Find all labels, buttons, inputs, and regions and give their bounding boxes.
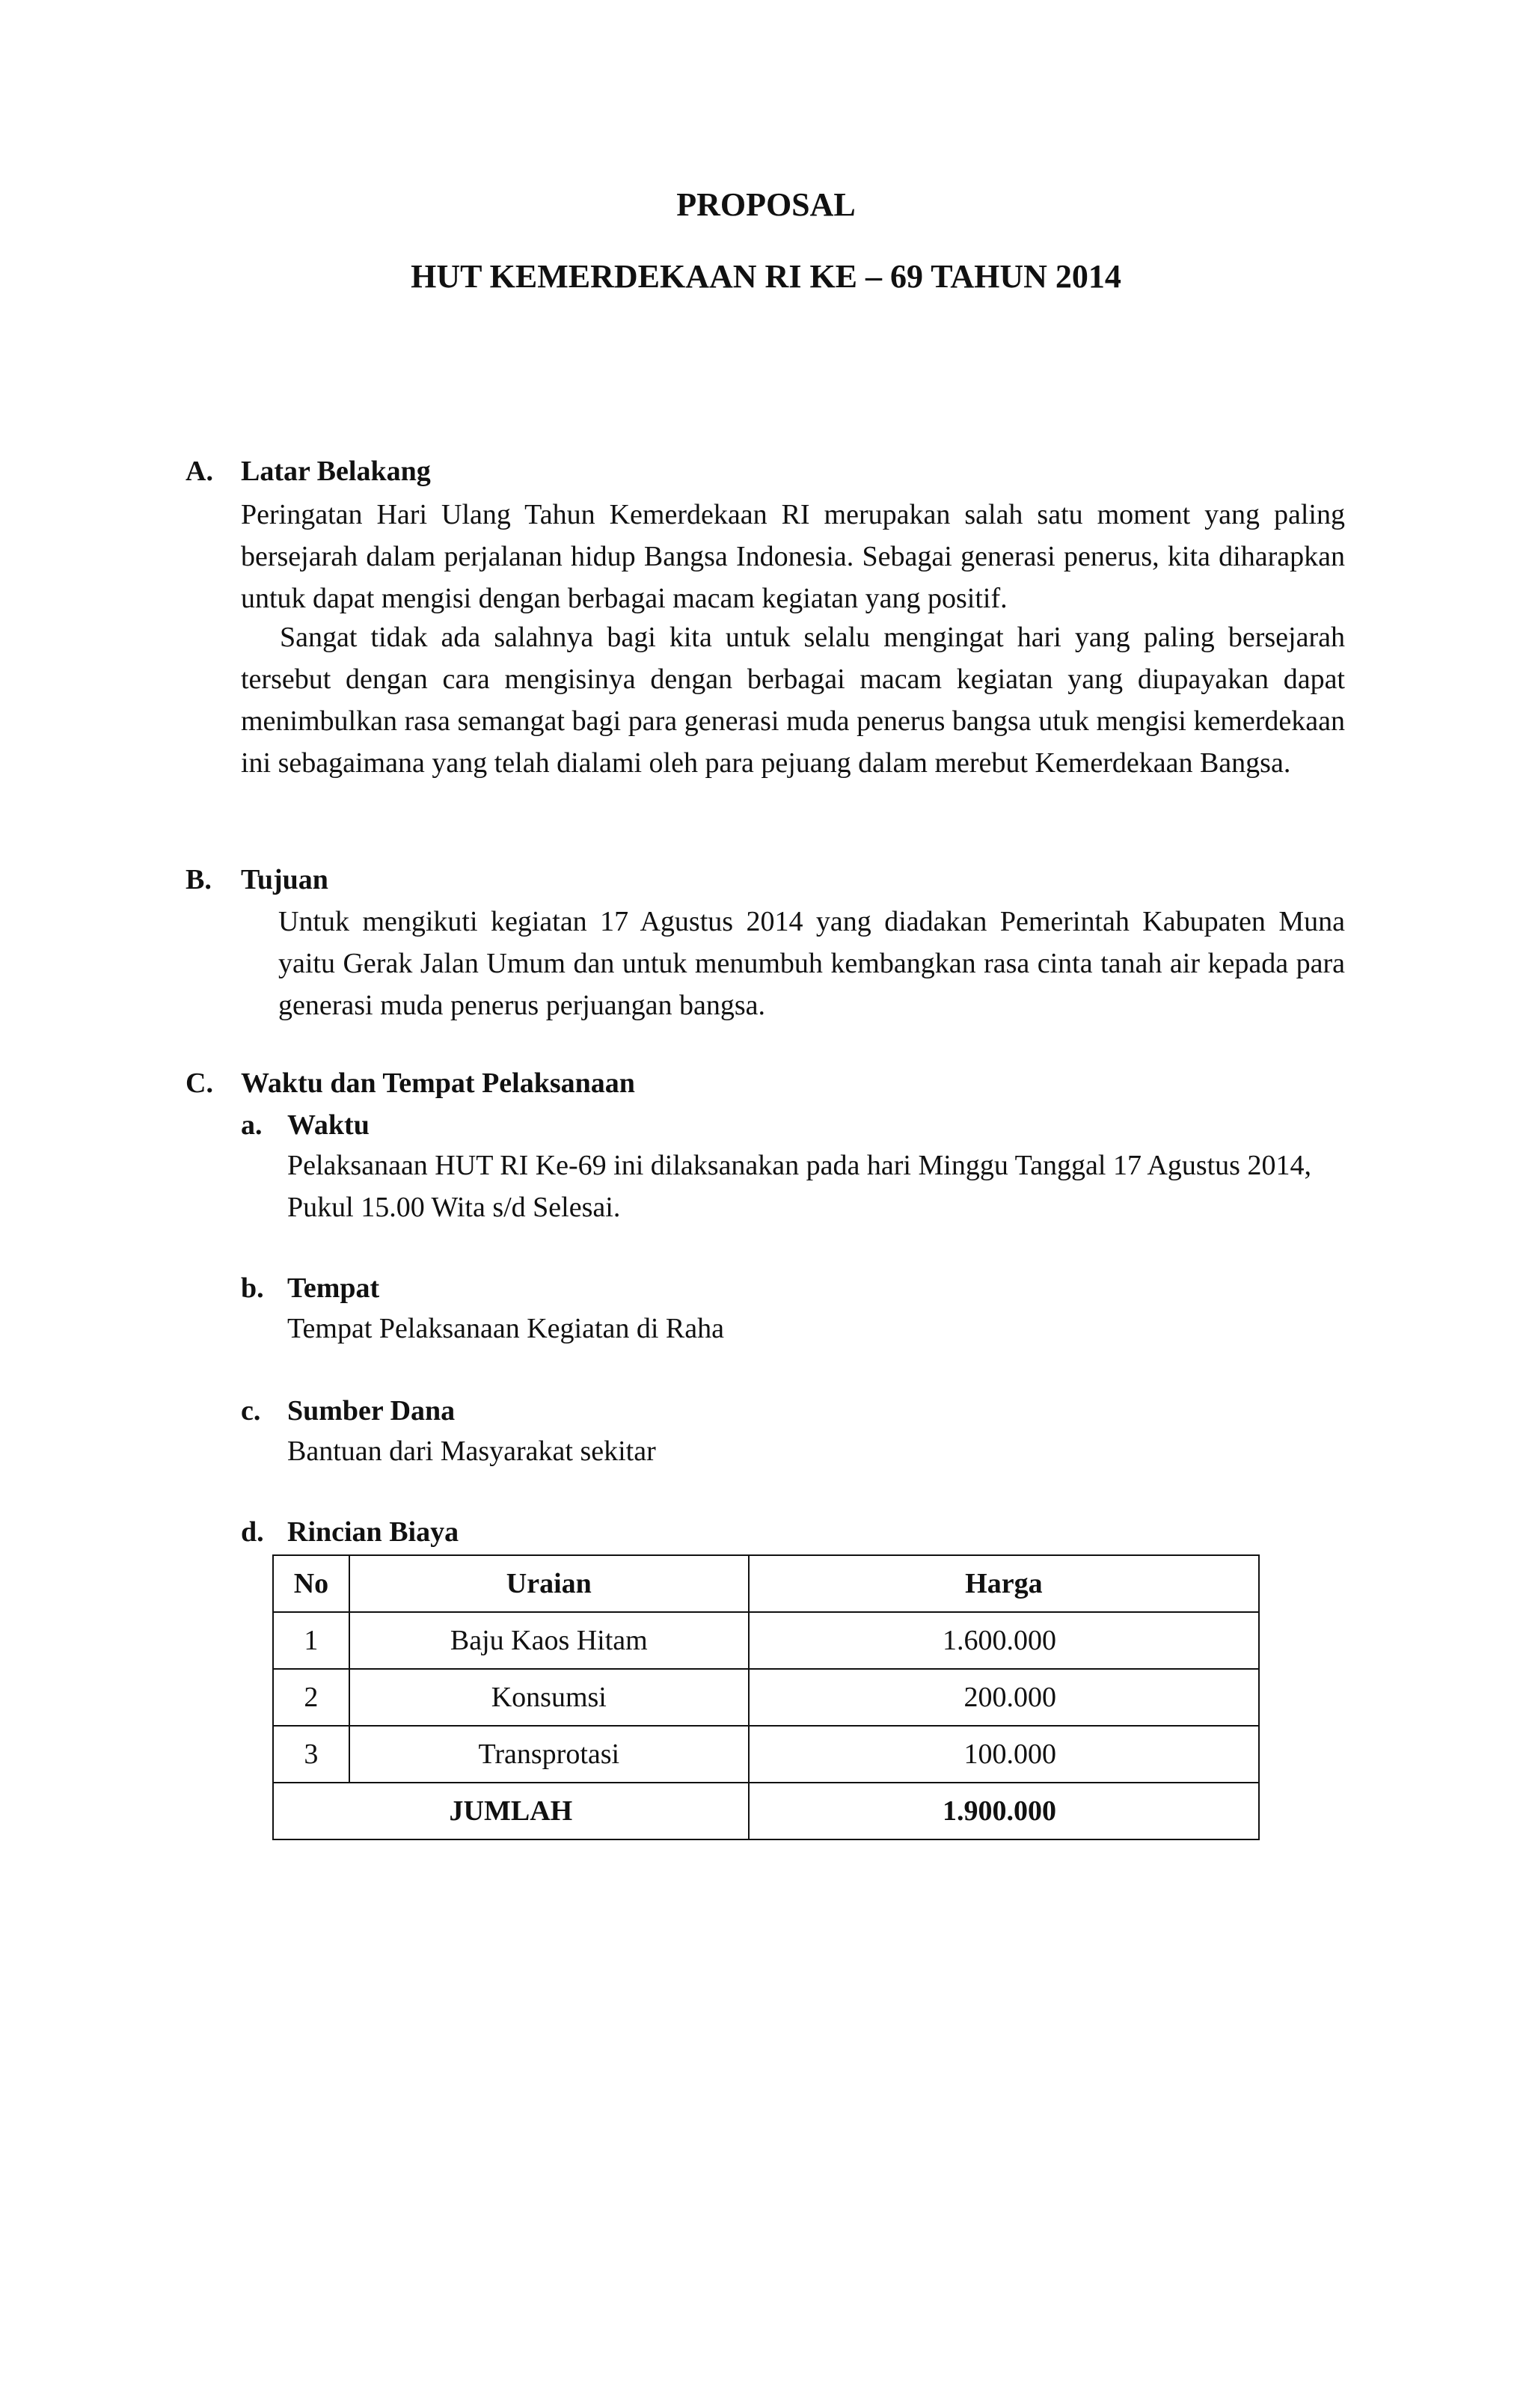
document-subtitle: HUT KEMERDEKAAN RI KE – 69 TAHUN 2014 [411, 258, 1121, 295]
row-price: 200.000 [749, 1669, 1259, 1726]
row-description: Transprotasi [349, 1726, 749, 1783]
row-price: 1.600.000 [749, 1612, 1259, 1669]
column-header-uraian: Uraian [349, 1555, 749, 1612]
total-label: JUMLAH [273, 1783, 749, 1839]
subsection-heading: Rincian Biaya [287, 1516, 459, 1548]
subsection-heading: Waktu [287, 1109, 370, 1141]
table-total-row [273, 1783, 1259, 1839]
row-description: Konsumsi [349, 1669, 749, 1726]
document-title: PROPOSAL [676, 186, 856, 223]
column-header-no: No [273, 1555, 349, 1612]
section-paragraph: Peringatan Hari Ulang Tahun Kemerdekaan RI merupakan salah satu moment yang paling bersejarah dalam perjalanan hidup Bangsa Indonesia. Sebagai generasi penerus, kita diharapkan untuk dapat mengisi dengan berbagai macam kegiatan yang positif. [241, 499, 1345, 614]
section-paragraph: Untuk mengikuti kegiatan 17 Agustus 2014 yang diadakan Pemerintah Kabupaten Muna yaitu Gerak Jalan Umum dan untuk menumbuh kembangkan rasa cinta tanah air kepada para generasi muda penerus perjuangan bangsa. [278, 906, 1345, 1021]
table-row [273, 1726, 1259, 1783]
section-letter: A. [186, 456, 213, 487]
subsection-heading: Tempat [287, 1272, 380, 1304]
row-number: 1 [273, 1612, 349, 1669]
section-heading: Waktu dan Tempat Pelaksanaan [241, 1067, 635, 1099]
row-number: 3 [273, 1726, 349, 1783]
section-letter: B. [186, 864, 212, 895]
row-price: 100.000 [749, 1726, 1259, 1783]
subsection-letter: c. [241, 1395, 261, 1427]
row-number: 2 [273, 1669, 349, 1726]
subsection-letter: d. [241, 1516, 264, 1548]
table-row [273, 1669, 1259, 1726]
section-paragraph: Sangat tidak ada salahnya bagi kita untuk selalu mengingat hari yang paling bersejarah tersebut dengan cara mengisinya dengan berbagai macam kegiatan yang diupayakan dapat menimbulkan rasa semangat bagi para generasi muda penerus bangsa utuk mengisi kemerdekaan ini sebagaimana yang telah dialami oleh para pejuang dalam merebut Kemerdekaan Bangsa. [241, 622, 1345, 779]
table-header-row [273, 1555, 1259, 1612]
table-row [273, 1612, 1259, 1669]
column-header-harga: Harga [749, 1555, 1259, 1612]
subsection-letter: b. [241, 1272, 264, 1304]
total-value: 1.900.000 [749, 1783, 1259, 1839]
cost-table [272, 1554, 1260, 1840]
subsection-text: Tempat Pelaksanaan Kegiatan di Raha [287, 1313, 725, 1344]
section-heading: Latar Belakang [241, 456, 431, 487]
subsection-letter: a. [241, 1109, 263, 1141]
subsection-heading: Sumber Dana [287, 1395, 456, 1427]
subsection-text: Pelaksanaan HUT RI Ke-69 ini dilaksanakan pada hari Minggu Tanggal 17 Agustus 2014, Pukul 15.00 Wita s/d Selesai. [287, 1150, 1311, 1223]
section-letter: C. [186, 1067, 213, 1099]
section-heading: Tujuan [241, 864, 328, 895]
subsection-text: Bantuan dari Masyarakat sekitar [287, 1436, 656, 1467]
row-description: Baju Kaos Hitam [349, 1612, 749, 1669]
